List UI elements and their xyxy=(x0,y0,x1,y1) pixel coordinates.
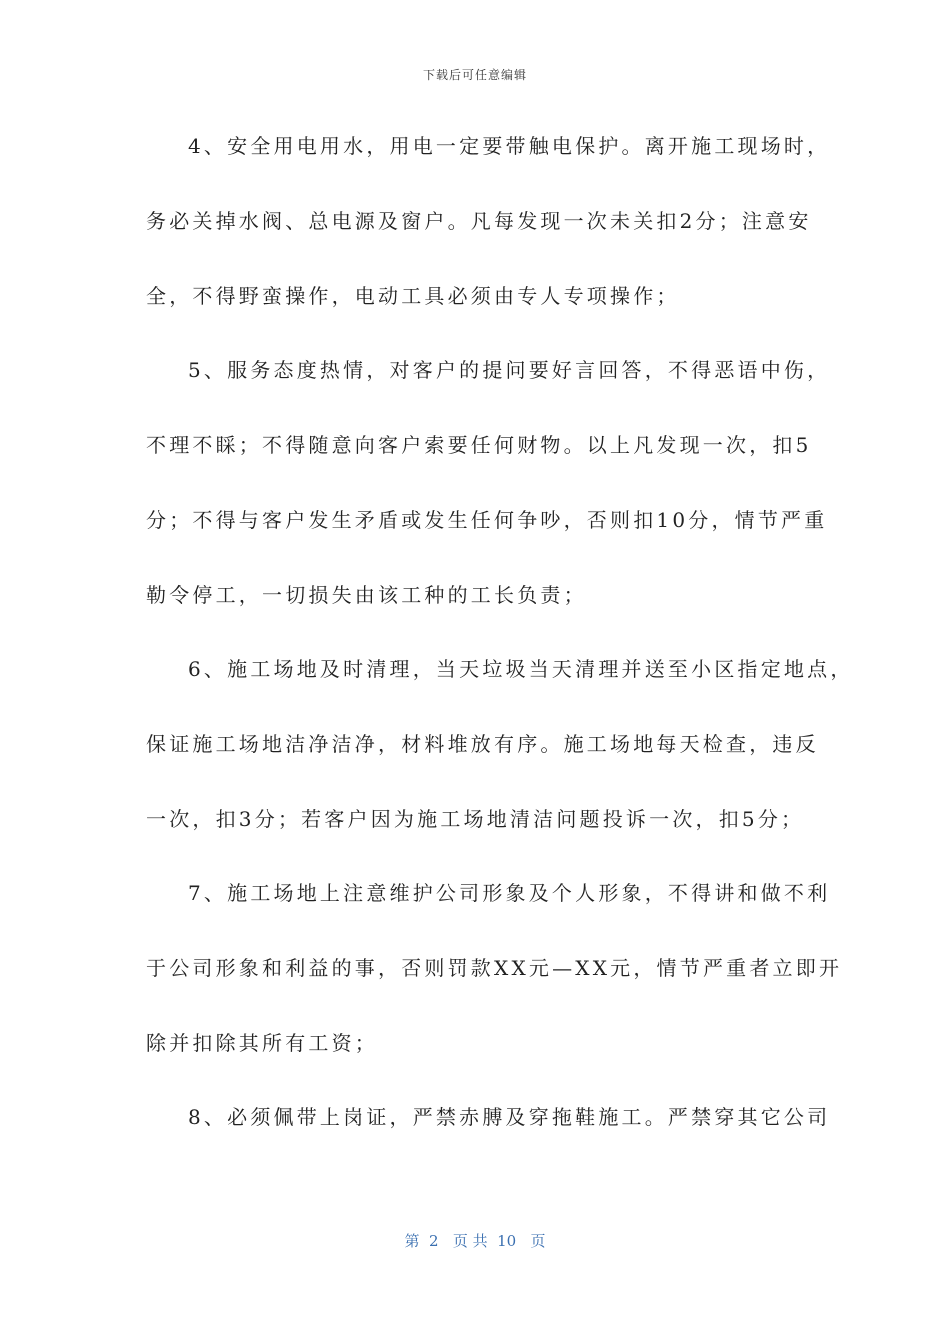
text-line: 于公司形象和利益的事，否则罚款XX元—XX元，情节严重者立即开 xyxy=(146,956,843,980)
text-line: 5、服务态度热情，对客户的提问要好言回答，不得恶语中伤， xyxy=(188,358,831,382)
page-header-note: 下载后可任意编辑 xyxy=(422,68,527,82)
text-line: 全，不得野蛮操作，电动工具必须由专人专项操作； xyxy=(146,284,680,308)
text-line: 务必关掉水阀、总电源及窗户。凡每发现一次未关扣2分；注意安 xyxy=(146,209,812,233)
text-line: 8、必须佩带上岗证，严禁赤膊及穿拖鞋施工。严禁穿其它公司 xyxy=(188,1105,831,1129)
page-number-footer: 第 2 页 共 10 页 xyxy=(404,1232,546,1250)
text-line: 勒令停工，一切损失由该工种的工长负责； xyxy=(146,583,587,607)
text-line: 分；不得与客户发生矛盾或发生任何争吵，否则扣10分，情节严重 xyxy=(146,508,828,532)
text-line: 7、施工场地上注意维护公司形象及个人形象，不得讲和做不利 xyxy=(188,881,831,905)
text-line: 一次，扣3分；若客户因为施工场地清洁问题投诉一次，扣5分； xyxy=(146,807,805,831)
text-line: 保证施工场地洁净洁净，材料堆放有序。施工场地每天检查，违反 xyxy=(146,732,819,756)
text-line: 除并扣除其所有工资； xyxy=(146,1031,378,1055)
text-line: 6、施工场地及时清理，当天垃圾当天清理并送至小区指定地点， xyxy=(188,657,854,681)
text-line: 不理不睬；不得随意向客户索要任何财物。以上凡发现一次，扣5 xyxy=(146,433,812,457)
text-line: 4、安全用电用水，用电一定要带触电保护。离开施工现场时， xyxy=(188,134,831,158)
